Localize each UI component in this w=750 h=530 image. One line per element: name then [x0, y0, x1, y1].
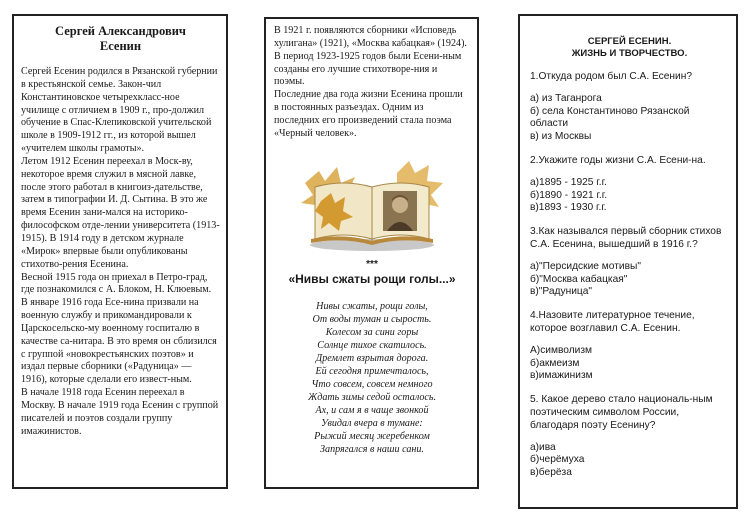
- answer-option: б)"Москва кабацкая": [530, 273, 628, 285]
- answer-option: а)1895 - 1925 г.г.: [530, 176, 607, 188]
- works-paragraph: Последние два года жизни Есенина прошли в постоянных разъездах. Одним из последних его произведений стала поэма «Черный человек».: [274, 89, 463, 139]
- answer-option: в)"Радуница": [530, 286, 593, 298]
- question-text: 3.Как назывался первый сборник стихов С.А. Есенина, вышедший в 1916 г.?: [530, 226, 722, 250]
- answer-option: а)"Персидские мотивы": [530, 260, 641, 272]
- answer-option: б)акмеизм: [530, 357, 580, 369]
- quiz-title-line-2: ЖИЗНЬ И ТВОРЧЕСТВО.: [571, 47, 688, 59]
- question-text: 1.Откуда родом был С.А. Есенин?: [530, 71, 693, 82]
- poem-title: «Нивы сжаты рощи голы...»: [288, 271, 456, 286]
- works-paragraph: В 1921 г. появляются сборники «Исповедь хулигана» (1921), «Москва кабацкая» (1924).: [274, 25, 467, 49]
- answer-option: в)имажинизм: [530, 370, 593, 382]
- question-text: 2.Укажите годы жизни С.А. Есени-на.: [530, 154, 706, 166]
- bio-paragraph: Летом 1912 Есенин переехал в Моск-ву, некоторое время служил в мясной лавке, после этого работал в книгоиз-дательстве, затем в типографии И. Д. Сытина. В это же время Есенин зани-мался на историко-философском отде-лении университета (1913-1915). В 1914 году в детском журнале «Мирок» впервые были опубликованы стихотво-рения Есенина.: [21, 155, 220, 270]
- quiz-title-line-1: СЕРГЕЙ ЕСЕНИН.: [587, 36, 672, 47]
- answer-option: в)1893 - 1930 г.г.: [530, 202, 607, 214]
- separator-stars: ***: [366, 258, 378, 270]
- title-line-1: Сергей Александрович: [55, 24, 186, 38]
- quiz-title: [530, 36, 729, 59]
- poem-line: Рыжий месяц жеребенком: [314, 430, 430, 442]
- answer-option: б) села Константиново Рязанской области: [530, 105, 690, 130]
- question-options: [530, 442, 729, 480]
- question-3: [530, 226, 729, 299]
- poem-line: Ей сегодня примечталось,: [315, 365, 429, 377]
- question-options: [530, 345, 729, 383]
- poem-line: Ждать зимы седой осталось.: [307, 391, 437, 403]
- question-1: [530, 71, 729, 144]
- question-text: 5. Какое дерево стало националь-ным поэтическим символом России, благодаря поэту Есенину?: [530, 394, 713, 431]
- bio-paragraph: В начале 1918 года Есенин переехал в Москву. В начале 1919 года Есенин с группой писателей и поэтов создали группу имажинистов.: [21, 387, 219, 437]
- works-text: [274, 25, 470, 141]
- answer-option: б)черёмуха: [530, 454, 585, 466]
- answer-option: а)ива: [530, 441, 556, 453]
- poem-line: Дремлет взрытая дорога.: [315, 352, 429, 364]
- book-with-portrait-icon: [297, 153, 447, 253]
- question-4: [530, 310, 729, 383]
- answer-option: а) из Таганрога: [530, 92, 602, 104]
- title-line-2: Есенин: [99, 39, 142, 53]
- poem-text: [274, 300, 470, 456]
- question-options: [530, 93, 729, 144]
- poem-line: Что совсем, совсем немного: [311, 378, 433, 390]
- question-options: [530, 177, 729, 215]
- poem-line: Солнце тихое скатилось.: [317, 339, 427, 351]
- works-paragraph: В период 1923-1925 годов были Есени-ным созданы его лучшие стихотворе-ния и поэмы.: [274, 50, 462, 88]
- poem-line: Ах, и сам я в чаще звонкой: [315, 404, 429, 416]
- biography-title: [21, 24, 220, 54]
- biography-panel: [12, 14, 228, 489]
- poem-line: Нивы сжаты, рощи голы,: [316, 300, 428, 312]
- bio-paragraph: Сергей Есенин родился в Рязанской губернии в крестьянской семье. Закон-чил Константиновское четырехкласс-ное училище с отличием в 1909 г., про-должил обучение в Спас-Клепиковской учительской школе в 1909-1912 гг., из которой вышел «учителем школы грамоты».: [21, 66, 218, 155]
- poem-line: Колесом за сини горы: [325, 326, 419, 338]
- question-text: 4.Назовите литературное течение, которое возглавил С.А. Есенин.: [530, 310, 695, 334]
- quiz-questions: [530, 71, 729, 480]
- book-illustration: [297, 153, 447, 253]
- question-5: [530, 394, 729, 480]
- question-2: [530, 155, 729, 215]
- answer-option: А)символизм: [530, 344, 593, 356]
- poem-line: Запрягался в наши сани.: [320, 443, 424, 455]
- quiz-panel: [518, 14, 738, 509]
- answer-option: в) из Москвы: [530, 131, 592, 143]
- bio-paragraph: Весной 1915 года он приехал в Петро-град, где познакомился с А. Блоком, Н. Клюевым. В январе 1916 года Есе-нина призвали на военную службу и прикомандировали к Царскосельско-му военному госпиталю в качестве са-нитара. В это время он сблизился с группой «новокрестьянских поэтов» и издал первые сборники («Радуница» — 1916), которые сделали его извест-ным.: [21, 271, 217, 386]
- works-and-poem-panel: [264, 17, 479, 489]
- biography-text: [21, 66, 220, 438]
- answer-option: б)1890 - 1921 г.г.: [530, 189, 608, 201]
- question-options: [530, 261, 729, 299]
- poem-line: Увидал вчера в тумане:: [321, 417, 423, 429]
- answer-option: в)берёза: [530, 467, 572, 479]
- poem-line: От воды туман и сырость.: [312, 313, 432, 325]
